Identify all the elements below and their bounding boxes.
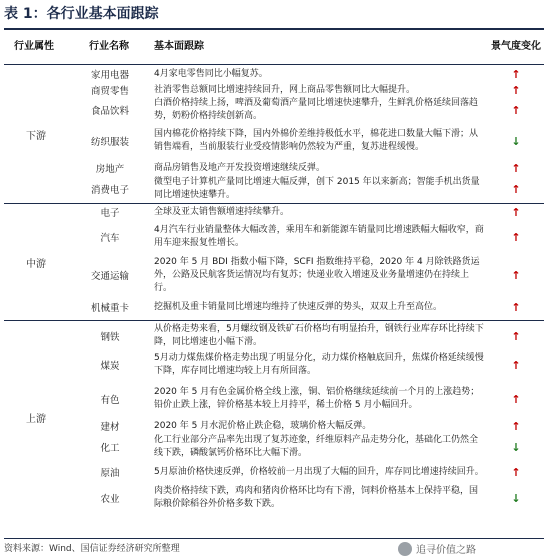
fundamental-description <box>154 66 484 82</box>
arrow-down-icon: ↓ <box>511 491 521 505</box>
fundamental-description <box>154 82 484 98</box>
description-text: 商品房销售及地产开发投资增速继续反弹。 <box>154 162 326 173</box>
description-text: 2020 年 5 月 BDI 指数小幅下降，SCFI 指数维持平稳，2020 年 4 月除铁路货运外，公路及民航客货运情况均有复苏；快递业收入增速及业务量增速仍在持续上行。 <box>154 256 480 293</box>
arrow-up-icon: ↑ <box>511 358 521 372</box>
arrow-up-icon: ↑ <box>511 465 521 479</box>
arrow-up-icon: ↑ <box>511 392 521 406</box>
industry-name: 化工 <box>100 443 120 454</box>
description-text: 5月原油价格快速反弹，价格较前一月出现了大幅的回升，库存同比增速持续回升。 <box>154 466 484 477</box>
arrow-up-icon: ↑ <box>511 103 521 117</box>
fundamental-description <box>154 380 484 418</box>
description-text: 2020 年 5 月水泥价格止跌企稳，玻璃价格大幅反弹。 <box>154 420 372 431</box>
fundamental-description <box>154 418 484 434</box>
arrow-down-icon: ↓ <box>511 440 521 454</box>
table-title: 表 1：各行业基本面跟踪 <box>4 6 159 22</box>
arrow-up-icon: ↑ <box>511 329 521 343</box>
fundamental-description <box>154 255 484 295</box>
fundamental-description <box>154 434 484 460</box>
industry-name: 电子 <box>100 208 120 219</box>
industry-name: 商贸零售 <box>90 86 129 97</box>
header-track: 基本面跟踪 <box>154 41 204 52</box>
fundamental-description <box>154 205 484 219</box>
watermark <box>398 541 476 556</box>
bottom-rule <box>4 538 544 539</box>
fundamental-description <box>154 98 484 122</box>
sector-label: 上游 <box>26 413 46 425</box>
description-text: 社消零售总额同比增速持续回升，网上商品零售额同比大幅提升。 <box>154 84 416 95</box>
fundamental-description <box>154 460 484 484</box>
fundamental-description <box>154 219 484 255</box>
industry-name: 房地产 <box>95 164 125 175</box>
watermark-text: 追寻价值之路 <box>416 545 476 556</box>
description-text: 肉类价格持续下跌，鸡肉和猪肉价格环比均有下滑，饲料价格基本上保持平稳，国际粮价除稻谷外价格多数下跌。 <box>154 486 479 509</box>
industry-name: 机械重卡 <box>90 303 129 314</box>
description-text: 挖掘机及重卡销量同比增速均维持了快速反弹的势头，双双上升至高位。 <box>154 301 443 312</box>
industry-name: 食品饮料 <box>90 106 129 117</box>
industry-name: 家用电器 <box>90 70 129 81</box>
industry-name: 建材 <box>100 422 120 433</box>
fundamental-description <box>154 160 484 176</box>
industry-name: 农业 <box>100 494 120 505</box>
description-text: 微型电子计算机产量同比增速大幅反弹，创下 2015 年以来新高；智能手机出货量同比增速快速攀升。 <box>154 177 480 200</box>
description-text: 4月汽车行业销量整体大幅改善，乘用车和新能源车销量同比增速跌幅大幅收窄，商用车迎来报复性增长。 <box>154 225 484 248</box>
arrow-up-icon: ↑ <box>511 161 521 175</box>
industry-name: 钢铁 <box>100 332 120 343</box>
fundamental-description <box>154 484 484 512</box>
industry-name: 原油 <box>100 468 120 479</box>
arrow-up-icon: ↑ <box>511 230 521 244</box>
sector-label: 下游 <box>26 130 46 142</box>
source-note: 资料来源：Wind、国信证券经济研究所整理 <box>4 544 180 554</box>
description-text: 4月家电零售同比小幅复苏。 <box>154 68 268 79</box>
description-text: 国内棉花价格持续下降，国内外棉价差维持极低水平，棉花进口数量大幅下滑；从销售端看，当前服装行业受疫情影响仍然较为严重，复苏进程缓慢。 <box>154 129 479 152</box>
fundamental-description <box>154 295 484 319</box>
industry-name: 煤炭 <box>100 361 120 372</box>
sector-divider <box>4 320 544 321</box>
arrow-down-icon: ↓ <box>511 134 521 148</box>
industry-name: 有色 <box>100 395 120 406</box>
fundamental-description <box>154 350 484 380</box>
description-text: 白酒价格持续上扬，啤酒及葡萄酒产量同比增速快速攀升，生鲜乳价格延续回落趋势，奶粉价格持续创新高。 <box>154 98 479 121</box>
industry-name: 纺织服装 <box>90 137 129 148</box>
industry-name: 消费电子 <box>90 185 129 196</box>
arrow-up-icon: ↑ <box>511 419 521 433</box>
fundamental-description <box>154 176 484 202</box>
sector-divider <box>4 203 544 204</box>
header-change: 景气度变化 <box>491 41 541 52</box>
industry-name: 汽车 <box>100 233 120 244</box>
arrow-up-icon: ↑ <box>511 83 521 97</box>
description-text: 从价格走势来看，5月螺纹钢及铁矿石价格均有明显抬升，钢铁行业库存环比持续下降，同比增速也小幅下滑。 <box>154 324 484 347</box>
sector-label: 中游 <box>26 258 46 270</box>
header-name: 行业名称 <box>89 41 129 52</box>
wechat-icon <box>398 542 412 556</box>
arrow-up-icon: ↑ <box>511 182 521 196</box>
fundamental-description <box>154 322 484 350</box>
arrow-up-icon: ↑ <box>511 300 521 314</box>
header-attr: 行业属性 <box>14 41 54 52</box>
arrow-up-icon: ↑ <box>511 67 521 81</box>
header-rule <box>4 64 544 65</box>
fundamental-description <box>154 122 484 160</box>
description-text: 5月动力煤焦煤价格走势出现了明显分化，动力煤价格触底回升，焦煤价格延续缓慢下降，库存同比增速均较上月有所回落。 <box>154 353 484 376</box>
industry-name: 交通运输 <box>90 271 129 282</box>
description-text: 全球及亚太销售额增速持续攀升。 <box>154 206 290 217</box>
description-text: 2020 年 5 月有色金属价格全线上涨，铜、铝价格继续延续前一个月的上涨趋势；铅价止跌上涨，锌价格基本较上月持平，稀土价格 5 月小幅回升。 <box>154 387 480 410</box>
arrow-up-icon: ↑ <box>511 268 521 282</box>
arrow-up-icon: ↑ <box>511 205 521 219</box>
description-text: 化工行业部分产品率先出现了复苏迹象，纤维原料产品走势分化，基础化工仍然全线下跌，磷酸氯钙价格环比大幅下滑。 <box>154 435 479 458</box>
